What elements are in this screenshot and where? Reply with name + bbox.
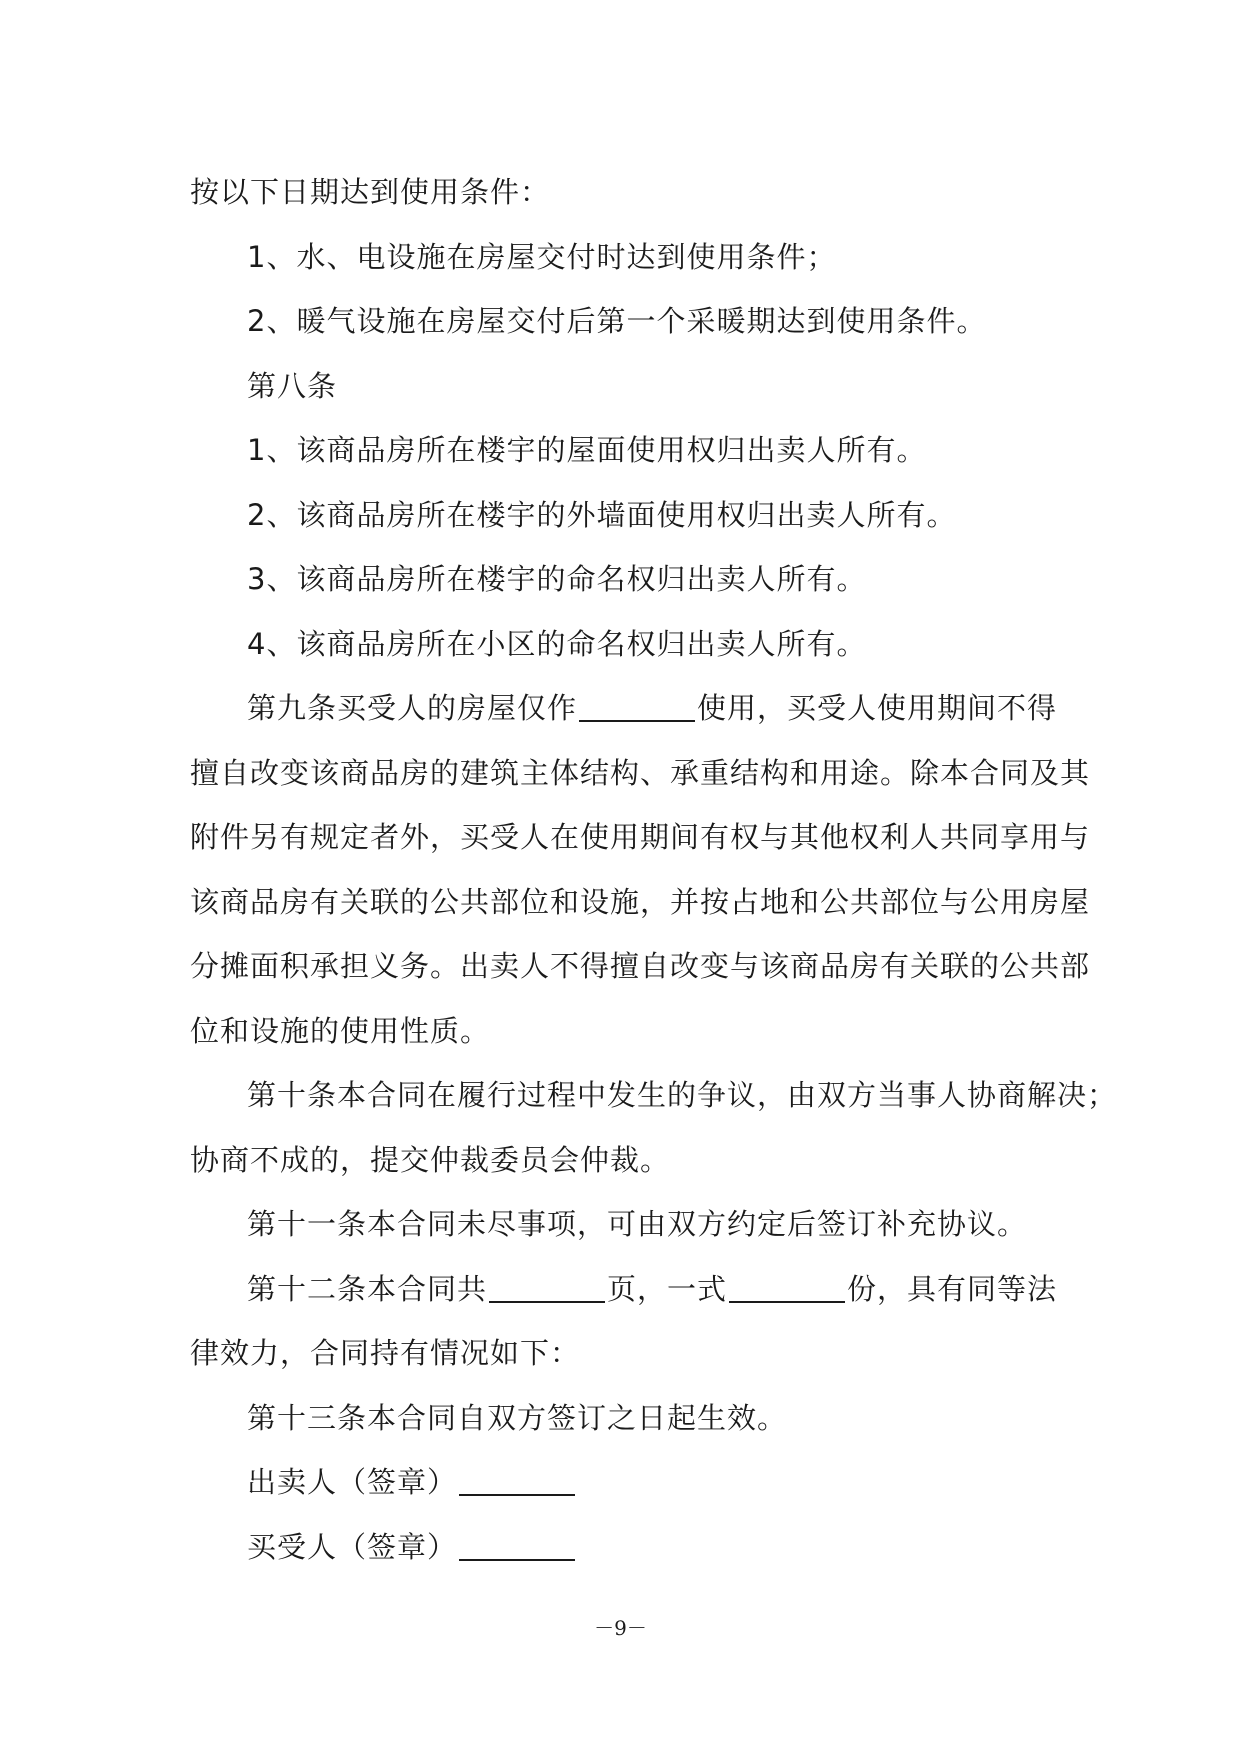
buyer-signature-blank[interactable] (459, 1525, 575, 1561)
paragraph-line: 1、该商品房所在楼宇的屋面使用权归出卖人所有。 (247, 433, 927, 467)
fill-in-blank[interactable] (579, 686, 695, 722)
paragraph-line: 4、该商品房所在小区的命名权归出卖人所有。 (247, 626, 867, 661)
paragraph-line: 第十条本合同在履行过程中发生的争议，由双方当事人协商解决； (247, 1078, 1118, 1112)
seller-signature-blank[interactable] (459, 1460, 575, 1496)
paragraph-line: 该商品房有关联的公共部位和设施，并按占地和公共部位与公用房屋 (190, 884, 1091, 919)
paragraph-line: 1、水、电设施在房屋交付时达到使用条件； (247, 239, 837, 274)
line-text: 第十二条本合同共 (247, 1271, 488, 1306)
paragraph-line (190, 1257, 1070, 1322)
line-text: 第九条买受人的房屋仅作 (247, 691, 578, 725)
paragraph-line: 2、暖气设施在房屋交付后第一个采暖期达到使用条件。 (247, 304, 987, 338)
fill-in-blank[interactable] (729, 1267, 845, 1303)
line-text: 买受人（签章） (247, 1529, 458, 1564)
article-heading: 第八条 (247, 368, 338, 403)
paragraph-line: 律效力，合同持有情况如下： (190, 1336, 581, 1370)
paragraph-line (190, 676, 1070, 741)
paragraph-line: 协商不成的，提交仲裁委员会仲裁。 (190, 1142, 671, 1177)
paragraph-line: 3、该商品房所在楼宇的命名权归出卖人所有。 (247, 562, 867, 596)
fill-in-blank[interactable] (489, 1267, 605, 1303)
paragraph-line: 按以下日期达到使用条件： (190, 175, 551, 209)
paragraph-line: 位和设施的使用性质。 (190, 1013, 491, 1048)
line-text: 出卖人（签章） (247, 1465, 458, 1499)
line-text: 使用，买受人使用期间不得 (697, 691, 1058, 725)
line-text: 页，一式 (607, 1271, 728, 1306)
paragraph-line: 2、该商品房所在楼宇的外墙面使用权归出卖人所有。 (247, 497, 957, 532)
paragraph-line: 附件另有规定者外，买受人在使用期间有权与其他权利人共同享用与 (190, 820, 1091, 854)
paragraph-line: 第十一条本合同未尽事项，可由双方约定后签订补充协议。 (247, 1207, 1028, 1241)
paragraph-line: 分摊面积承担义务。出卖人不得擅自改变与该商品房有关联的公共部 (190, 949, 1091, 983)
line-text: 份，具有同等法 (847, 1271, 1058, 1306)
paragraph-line: 第十三条本合同自双方签订之日起生效。 (247, 1400, 788, 1435)
document-body (190, 160, 1118, 1579)
seller-signature-line (190, 1450, 1070, 1515)
buyer-signature-line (190, 1515, 1070, 1580)
page-number: －9－ (594, 1616, 647, 1640)
paragraph-line: 擅自改变该商品房的建筑主体结构、承重结构和用途。除本合同及其 (190, 755, 1091, 790)
